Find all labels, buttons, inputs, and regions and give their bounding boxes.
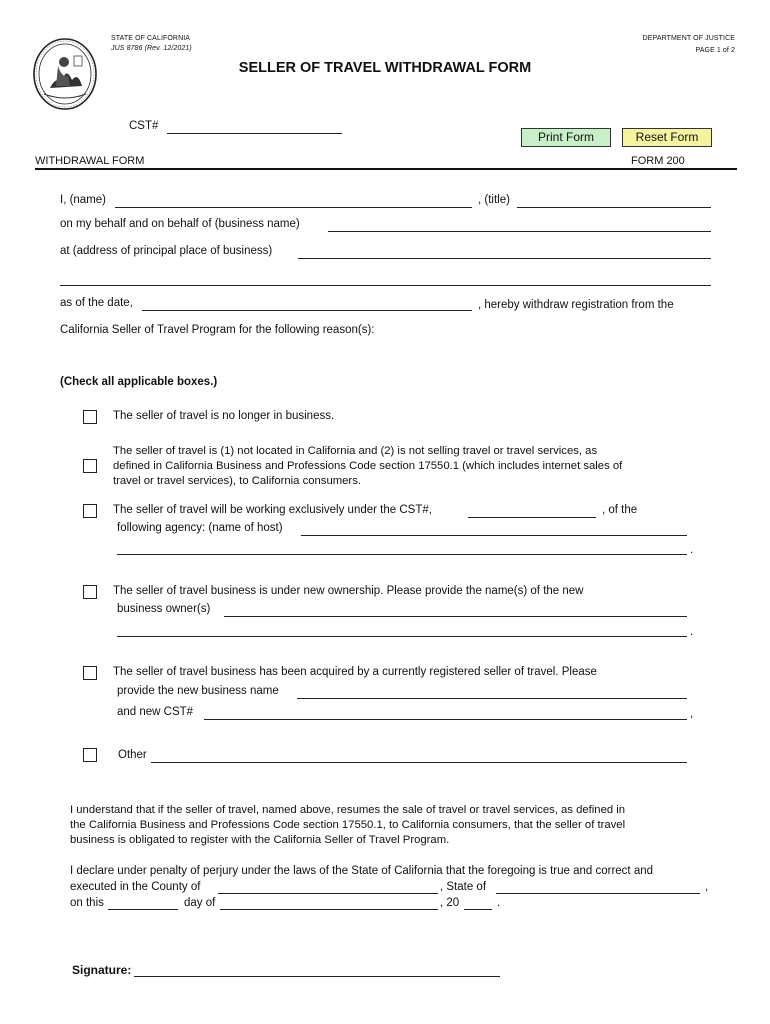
- month-field[interactable]: [220, 909, 438, 910]
- comma: ,: [705, 881, 709, 893]
- other-field[interactable]: [151, 762, 687, 763]
- of-the-text: , of the: [602, 504, 638, 516]
- state-label: STATE OF CALIFORNIA: [111, 35, 191, 42]
- print-form-button[interactable]: Print Form: [521, 128, 611, 147]
- county-label: executed in the County of: [70, 881, 201, 893]
- comma: ,: [690, 708, 694, 720]
- checkbox-no-longer-in-business[interactable]: [83, 410, 97, 424]
- option-working-under-cst: The seller of travel will be working exclusively under the CST#,: [113, 504, 432, 516]
- option-new-ownership: The seller of travel business is under new ownership. Please provide the name(s) of the new: [113, 585, 584, 597]
- period: .: [690, 544, 694, 556]
- program-text: California Seller of Travel Program for the following reason(s):: [60, 324, 375, 336]
- withdraw-text: , hereby withdraw registration from the: [478, 299, 674, 311]
- host-name-label: following agency: (name of host): [117, 522, 283, 534]
- cst-field[interactable]: [167, 133, 342, 134]
- header-divider: [35, 168, 737, 170]
- checkbox-not-in-california[interactable]: [83, 459, 97, 473]
- state-field[interactable]: [496, 893, 700, 894]
- address-field-2[interactable]: [60, 285, 711, 286]
- new-owner-field[interactable]: [224, 616, 687, 617]
- option-2-line-2: defined in California Business and Professions Code section 17550.1 (which includes internet sales of: [113, 460, 623, 472]
- day-of-label: day of: [184, 897, 216, 909]
- option-2-line-3: travel or travel services), to California consumers.: [113, 475, 361, 487]
- host-name-field[interactable]: [301, 535, 687, 536]
- withdrawal-form-label: WITHDRAWAL FORM: [35, 155, 145, 167]
- new-business-name-label: provide the new business name: [117, 685, 279, 697]
- new-cst-field[interactable]: [204, 719, 687, 720]
- understand-line-1: I understand that if the seller of travel, named above, resumes the sale of travel or travel services, as defined in: [70, 804, 626, 816]
- date-label: as of the date,: [60, 297, 133, 309]
- option-other: Other: [118, 749, 147, 761]
- new-owner-label: business owner(s): [117, 603, 211, 615]
- understand-paragraph: [70, 803, 625, 848]
- form-200-label: FORM 200: [631, 155, 685, 167]
- period: .: [497, 897, 501, 909]
- page-indicator: PAGE 1 of 2: [695, 47, 735, 54]
- date-field[interactable]: [142, 310, 472, 311]
- form-title: SELLER OF TRAVEL WITHDRAWAL FORM: [238, 60, 532, 76]
- twenty-label: , 20: [440, 897, 460, 909]
- form-revision: JUS 8786 (Rev. 12/2021): [111, 45, 192, 52]
- department-label: DEPARTMENT OF JUSTICE: [642, 35, 735, 42]
- host-cst-field[interactable]: [468, 517, 596, 518]
- signature-field[interactable]: [134, 976, 500, 977]
- checkbox-acquired[interactable]: [83, 666, 97, 680]
- understand-line-3: business is obligated to register with the California Seller of Travel Program.: [70, 834, 450, 846]
- title-label: , (title): [478, 194, 510, 206]
- reset-form-button[interactable]: Reset Form: [622, 128, 712, 147]
- understand-line-2: the California Business and Professions Code section 17550.1, to California consumers, that the seller of travel: [70, 819, 626, 831]
- new-cst-label: and new CST#: [117, 706, 194, 718]
- option-acquired: The seller of travel business has been acquired by a currently registered seller of travel. Please: [113, 666, 597, 678]
- signature-label: Signature:: [72, 963, 132, 977]
- on-this-label: on this: [70, 897, 104, 909]
- option-2-line-1: The seller of travel is (1) not located in California and (2) is not selling travel or travel services, as: [113, 445, 598, 457]
- new-business-name-field[interactable]: [297, 698, 687, 699]
- business-name-label: on my behalf and on behalf of (business name): [60, 218, 300, 230]
- day-field[interactable]: [108, 909, 178, 910]
- checkbox-working-under-cst[interactable]: [83, 504, 97, 518]
- address-field[interactable]: [298, 258, 711, 259]
- year-field[interactable]: [464, 909, 492, 910]
- option-not-in-california: [113, 444, 622, 489]
- declaration-text: I declare under penalty of perjury under the laws of the State of California that the foregoing is true and correct and: [70, 865, 654, 877]
- name-field[interactable]: [115, 207, 472, 208]
- checkbox-new-ownership[interactable]: [83, 585, 97, 599]
- cst-label: CST#: [129, 120, 159, 132]
- period: .: [690, 626, 694, 638]
- county-field[interactable]: [218, 893, 438, 894]
- new-owner-field-2[interactable]: [117, 636, 687, 637]
- option-no-longer-in-business: The seller of travel is no longer in business.: [113, 410, 335, 422]
- address-label: at (address of principal place of business): [60, 245, 273, 257]
- state-of-label: , State of: [440, 881, 487, 893]
- business-name-field[interactable]: [328, 231, 711, 232]
- check-heading: (Check all applicable boxes.): [60, 376, 218, 388]
- host-name-field-2[interactable]: [117, 554, 687, 555]
- checkbox-other[interactable]: [83, 748, 97, 762]
- name-label: I, (name): [60, 194, 107, 206]
- title-field[interactable]: [517, 207, 711, 208]
